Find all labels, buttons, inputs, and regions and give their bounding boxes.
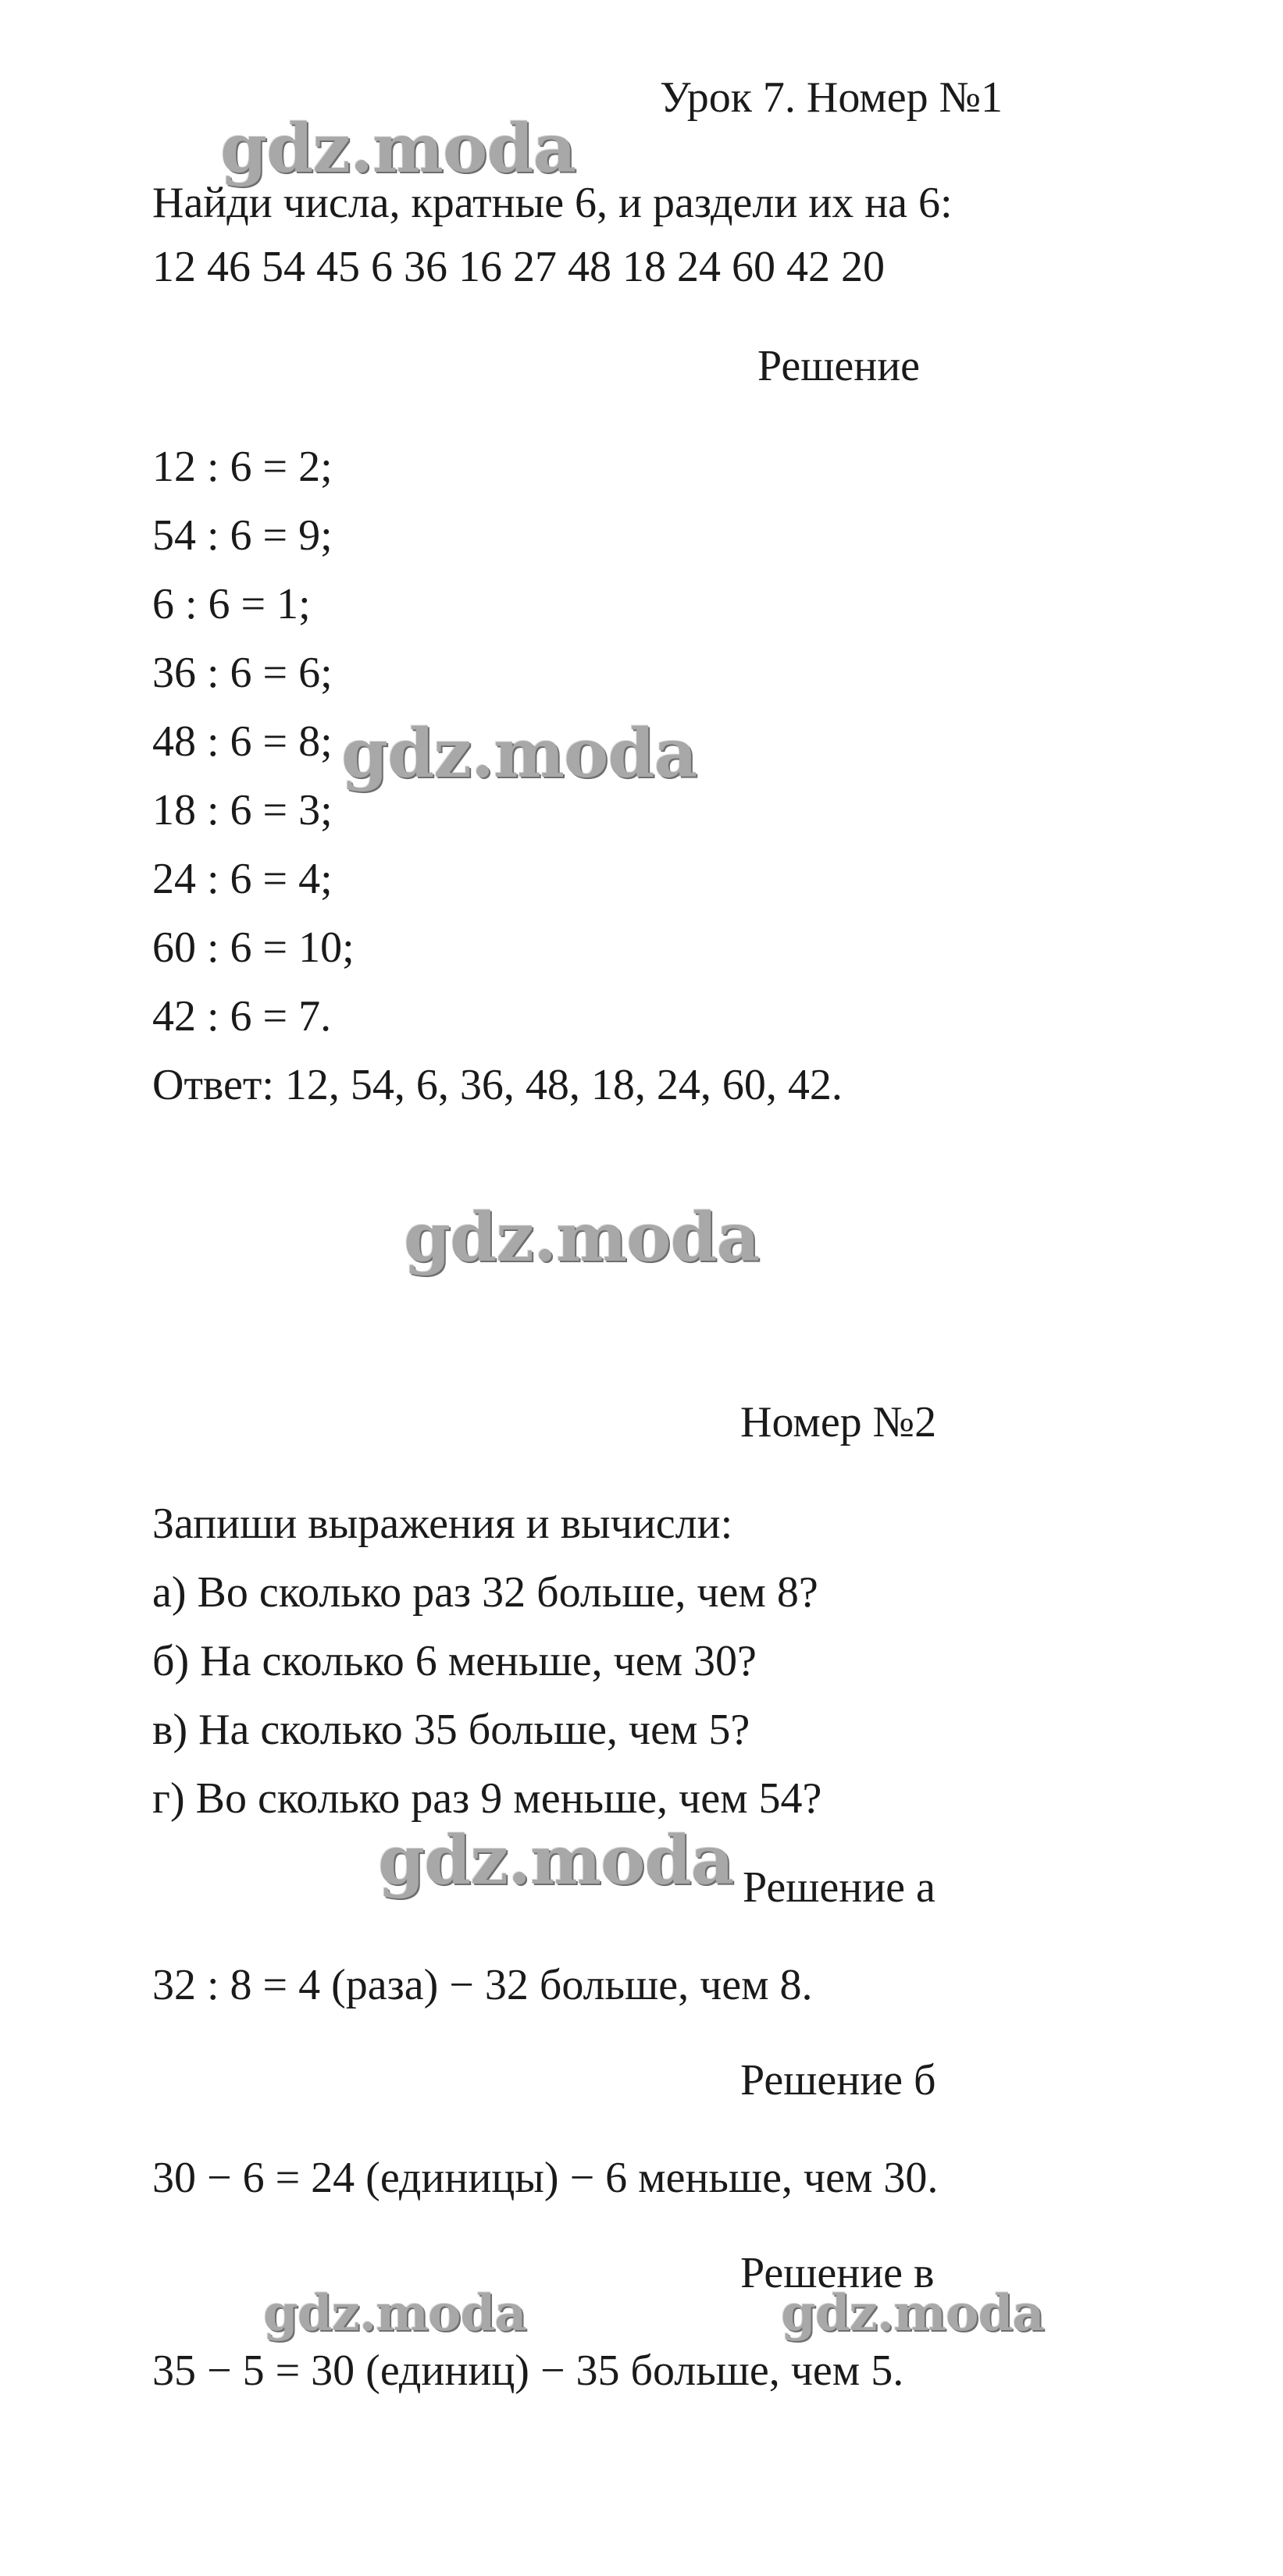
solution-step: 24 : 6 = 4; (152, 855, 333, 903)
solution-a-heading: Решение а (743, 1863, 936, 1912)
watermark: gdz.moda (404, 1198, 760, 1277)
task2-prompt: Запиши выражения и вычисли: (152, 1500, 733, 1548)
solution-c-text: 35 − 5 = 30 (единиц) − 35 больше, чем 5. (152, 2347, 904, 2395)
solution-b-text: 30 − 6 = 24 (единицы) − 6 меньше, чем 30. (152, 2154, 939, 2202)
watermark: gdz.moda (781, 2284, 1044, 2343)
task2-question: г) Во сколько раз 9 меньше, чем 54? (152, 1774, 822, 1823)
task2-question: в) На сколько 35 больше, чем 5? (152, 1706, 750, 1754)
watermark: gdz.moda (341, 714, 697, 793)
task1-numbers: 12 46 54 45 6 36 16 27 48 18 24 60 42 20 (152, 243, 885, 291)
solution-b-heading: Решение б (740, 2056, 936, 2105)
watermark: gdz.moda (378, 1821, 734, 1900)
task1-header: Урок 7. Номер №1 (660, 73, 1003, 122)
task1-solution-heading: Решение (757, 342, 921, 390)
solution-step: 60 : 6 = 10; (152, 923, 355, 972)
task1-prompt: Найди числа, кратные 6, и раздели их на 6: (152, 179, 953, 227)
solution-step: 42 : 6 = 7. (152, 992, 332, 1041)
task1-answer: Ответ: 12, 54, 6, 36, 48, 18, 24, 60, 42. (152, 1061, 843, 1109)
solution-step: 54 : 6 = 9; (152, 511, 333, 560)
task2-header: Номер №2 (740, 1398, 937, 1446)
solution-c-heading: Решение в (740, 2249, 935, 2297)
task2-question: б) На сколько 6 меньше, чем 30? (152, 1637, 757, 1685)
solution-a-text: 32 : 8 = 4 (раза) − 32 больше, чем 8. (152, 1961, 813, 2009)
watermark: gdz.moda (220, 109, 576, 188)
watermark: gdz.moda (263, 2284, 526, 2343)
solution-step: 18 : 6 = 3; (152, 786, 333, 834)
solution-step: 36 : 6 = 6; (152, 649, 333, 697)
task2-question: а) Во сколько раз 32 больше, чем 8? (152, 1568, 818, 1617)
solution-step: 48 : 6 = 8; (152, 717, 333, 766)
solution-step: 12 : 6 = 2; (152, 443, 333, 491)
solution-step: 6 : 6 = 1; (152, 580, 311, 628)
